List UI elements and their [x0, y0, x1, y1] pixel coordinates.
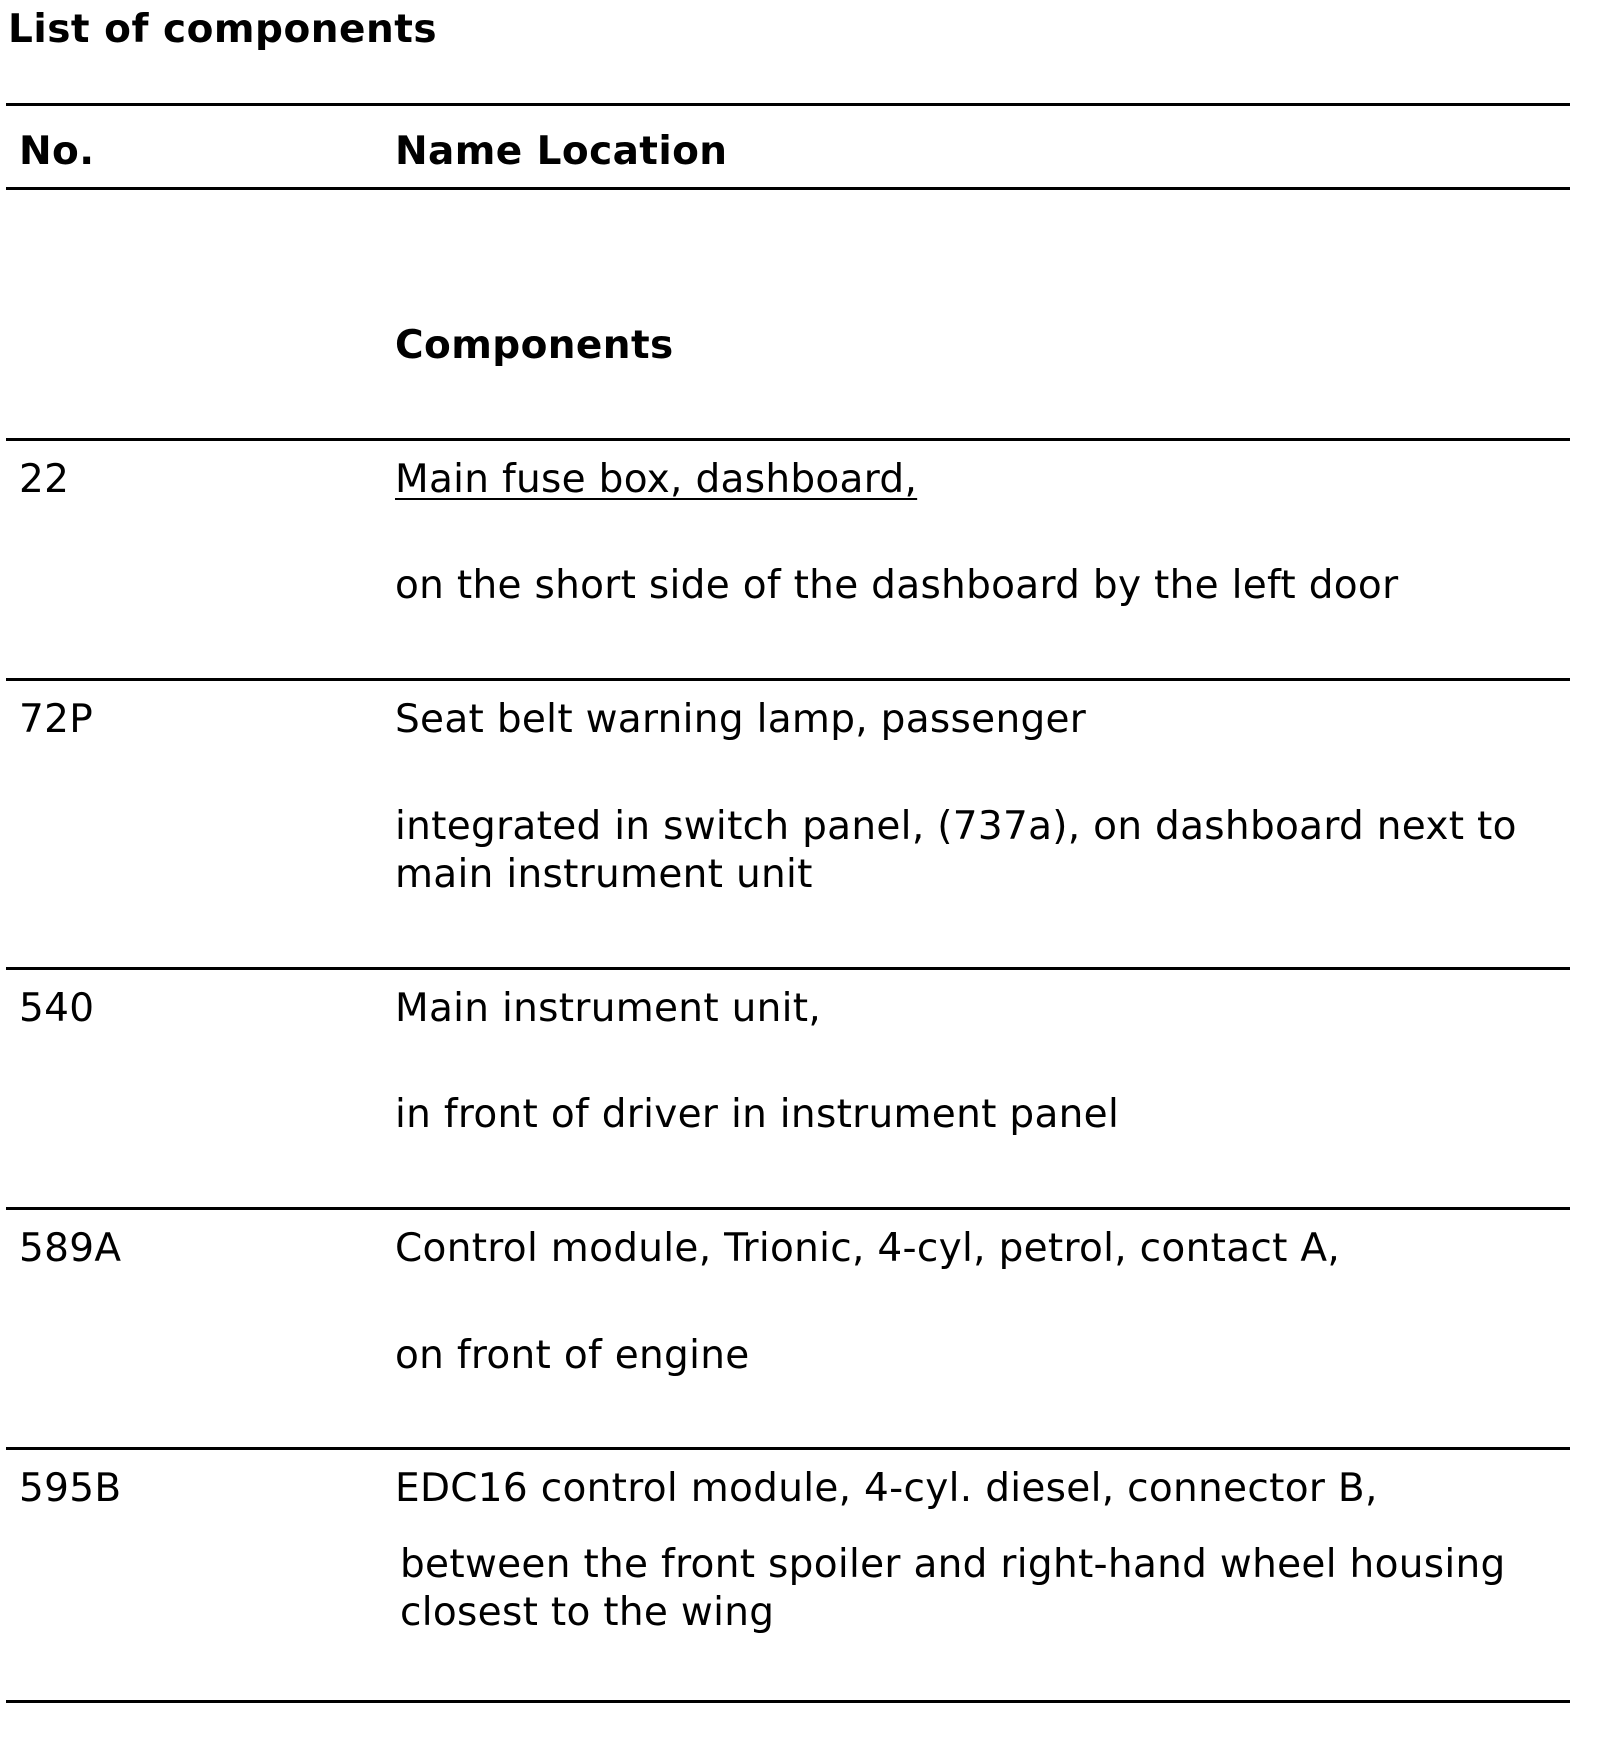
- component-location: in front of driver in instrument panel: [395, 1092, 1120, 1137]
- column-header-no: No.: [19, 129, 95, 174]
- component-name: Main instrument unit,: [395, 986, 822, 1031]
- row-divider: [6, 678, 1570, 681]
- component-name: Main fuse box, dashboard,: [395, 457, 918, 502]
- section-label: Components: [395, 323, 674, 368]
- header-bottom-rule: [6, 187, 1570, 190]
- component-location: integrated in switch panel, (737a), on dashboard next to: [395, 804, 1517, 849]
- component-name: Seat belt warning lamp, passenger: [395, 697, 1087, 742]
- component-location: on front of engine: [395, 1333, 750, 1378]
- component-name: EDC16 control module, 4-cyl. diesel, connector B,: [395, 1466, 1378, 1511]
- column-header-name-location: Name Location: [395, 129, 728, 174]
- row-divider: [6, 1207, 1570, 1210]
- component-number: 589A: [19, 1226, 122, 1271]
- table-bottom-rule: [6, 1700, 1570, 1703]
- row-divider: [6, 967, 1570, 970]
- component-number: 540: [19, 986, 95, 1031]
- component-number: 22: [19, 457, 70, 502]
- component-number: 595B: [19, 1466, 122, 1511]
- table-top-rule: [6, 103, 1570, 106]
- row-divider: [6, 438, 1570, 441]
- component-location: main instrument unit: [395, 852, 813, 897]
- row-divider: [6, 1447, 1570, 1450]
- component-location: between the front spoiler and right-hand wheel housing: [400, 1542, 1506, 1587]
- component-name: Control module, Trionic, 4-cyl, petrol, contact A,: [395, 1226, 1341, 1271]
- page-title: List of components: [8, 7, 438, 52]
- component-number: 72P: [19, 697, 94, 742]
- component-location: closest to the wing: [400, 1590, 775, 1635]
- component-location: on the short side of the dashboard by the left door: [395, 563, 1399, 608]
